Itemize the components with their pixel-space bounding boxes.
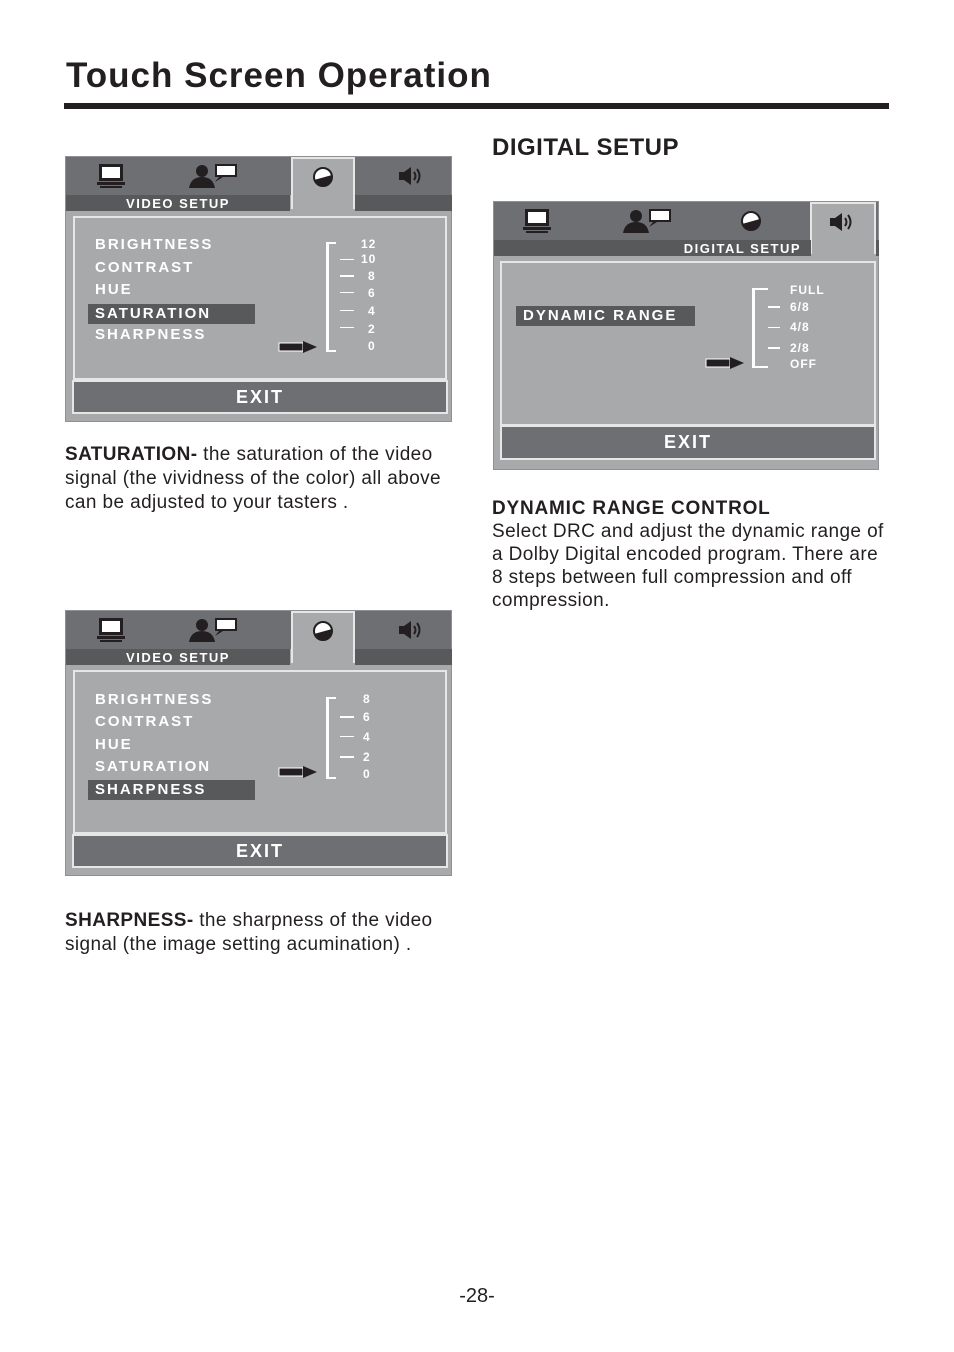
scale-tick: [340, 275, 354, 277]
monitor-icon: [96, 617, 126, 643]
page-number: -28-: [459, 1285, 495, 1307]
level-bracket: [326, 242, 336, 352]
scale-tick: [768, 306, 780, 308]
tab-audio[interactable]: [376, 157, 448, 195]
scale-label: 8: [363, 692, 371, 706]
saturation-text: the saturation of the video signal (the vividness of the color) all above can be adjusted to your tasters .: [65, 444, 442, 513]
sharpness-term: SHARPNESS-: [65, 910, 194, 931]
tab-monitor[interactable]: [76, 157, 146, 195]
menu-item-brightness[interactable]: BRIGHTNESS: [95, 691, 214, 708]
dynamic-range-text: Select DRC and adjust the dynamic range of a Dolby Digital encoded program. There are 8 steps between full compression and off compression.: [492, 521, 884, 611]
scale-tick: [340, 327, 354, 328]
scale-label: OFF: [790, 357, 817, 371]
tab-picture[interactable]: [719, 202, 783, 240]
menu-item-hue[interactable]: HUE: [95, 736, 133, 753]
osd-header: VIDEO SETUP: [66, 195, 290, 211]
tab-person[interactable]: [178, 157, 248, 195]
scale-label: 4: [368, 304, 376, 318]
menu-item-brightness[interactable]: BRIGHTNESS: [95, 236, 214, 253]
scale-label: 0: [368, 339, 376, 353]
monitor-icon: [522, 208, 552, 234]
menu-item-saturation[interactable]: SATURATION: [88, 304, 255, 324]
osd-header-right: [355, 195, 452, 211]
menu-item-saturation[interactable]: SATURATION: [95, 758, 212, 775]
person-speech-icon: [187, 163, 239, 189]
scale-tick: [340, 736, 354, 737]
scale-label: 12: [361, 237, 377, 251]
menu-item-sharpness[interactable]: SHARPNESS: [88, 780, 255, 800]
person-speech-icon: [187, 617, 239, 643]
osd-header: VIDEO SETUP: [66, 649, 290, 665]
tab-picture[interactable]: [291, 157, 355, 209]
level-pointer-icon[interactable]: [278, 765, 318, 779]
monitor-icon: [96, 163, 126, 189]
contrast-dial-icon: [312, 166, 334, 188]
tab-audio[interactable]: [810, 202, 876, 254]
menu-item-contrast[interactable]: CONTRAST: [95, 713, 195, 730]
scale-label: 2/8: [790, 341, 810, 355]
tab-monitor[interactable]: [502, 202, 572, 240]
scale-label: 6/8: [790, 300, 810, 314]
exit-button[interactable]: EXIT: [72, 834, 448, 868]
scale-label: 2: [368, 322, 376, 336]
scale-label: 8: [368, 269, 376, 283]
scale-tick: [768, 327, 780, 328]
saturation-description: [65, 443, 460, 515]
menu-item-hue[interactable]: HUE: [95, 281, 133, 298]
menu-item-dynamic-range[interactable]: DYNAMIC RANGE: [516, 306, 695, 326]
sharpness-description: [65, 909, 485, 957]
menu-item-sharpness[interactable]: SHARPNESS: [95, 326, 207, 343]
scale-label: 10: [361, 252, 377, 266]
dynamic-range-description: [492, 497, 892, 612]
exit-button[interactable]: EXIT: [72, 380, 448, 414]
scale-label: 4/8: [790, 320, 810, 334]
scale-tick: [340, 716, 354, 718]
scale-tick: [340, 310, 354, 311]
scale-tick: [768, 347, 780, 349]
level-bracket: [326, 697, 336, 779]
level-pointer-icon[interactable]: [278, 340, 318, 354]
scale-label: FULL: [790, 283, 825, 297]
tab-audio[interactable]: [376, 611, 448, 649]
scale-tick: [340, 292, 354, 293]
contrast-dial-icon: [740, 210, 762, 232]
scale-label: 2: [363, 750, 371, 764]
tab-monitor[interactable]: [76, 611, 146, 649]
osd-digital-setup: [493, 201, 879, 470]
speaker-icon: [398, 165, 426, 187]
contrast-dial-icon: [312, 620, 334, 642]
dynamic-range-heading: DYNAMIC RANGE CONTROL: [492, 498, 771, 519]
tab-picture[interactable]: [291, 611, 355, 663]
section-heading: DIGITAL SETUP: [492, 134, 679, 161]
osd-header: DIGITAL SETUP: [494, 240, 811, 256]
scale-label: 4: [363, 730, 371, 744]
scale-label: 6: [363, 710, 371, 724]
osd-header-right: [355, 649, 452, 665]
scale-label: 0: [363, 767, 371, 781]
speaker-icon: [829, 211, 857, 233]
scale-tick: [340, 259, 354, 260]
level-pointer-icon[interactable]: [705, 356, 745, 370]
level-bracket: [752, 288, 768, 368]
scale-tick: [340, 756, 354, 758]
tab-person[interactable]: [178, 611, 248, 649]
exit-button[interactable]: EXIT: [500, 425, 876, 460]
osd-video-setup-saturation: [65, 156, 452, 422]
speaker-icon: [398, 619, 426, 641]
scale-label: 6: [368, 286, 376, 300]
person-speech-icon: [621, 208, 673, 234]
tab-person[interactable]: [612, 202, 682, 240]
page-title: Touch Screen Operation: [66, 56, 492, 95]
sharpness-text: the sharpness of the video signal (the image setting acumination) .: [65, 910, 433, 955]
title-divider: [64, 103, 889, 109]
osd-header-right: [876, 240, 879, 256]
osd-video-setup-sharpness: [65, 610, 452, 876]
menu-item-contrast[interactable]: CONTRAST: [95, 259, 195, 276]
saturation-term: SATURATION-: [65, 444, 198, 465]
